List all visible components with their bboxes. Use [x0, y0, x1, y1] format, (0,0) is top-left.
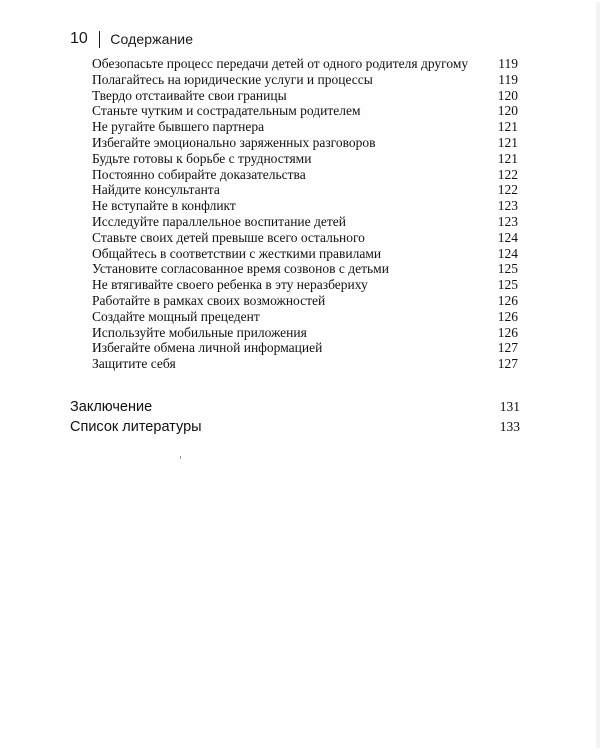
toc-entry-title: Не ругайте бывшего партнера — [92, 119, 265, 135]
speck-mark — [180, 456, 181, 459]
toc-entry-title: Избегайте обмена личной информацией — [92, 340, 323, 356]
toc-entry-title: Общайтесь в соответствии с жесткими правилами — [92, 245, 382, 261]
toc-entry-title: Защитите себя — [92, 356, 176, 372]
section-title: Содержание — [110, 31, 194, 47]
header-divider — [99, 31, 101, 48]
toc-entry-page: 123 — [497, 198, 518, 214]
toc-entry-page: 122 — [497, 166, 518, 182]
toc-entry-page: 126 — [497, 324, 518, 340]
page-edge-shadow — [596, 2, 600, 748]
chapter-entry-bibliography — [70, 417, 520, 437]
toc-entry-title: Используйте мобильные приложения — [92, 324, 307, 340]
toc-entry-title: Полагайтесь на юридические услуги и процессы — [92, 71, 373, 87]
toc-entry-title: Станьте чутким и сострадательным родителем — [92, 103, 361, 119]
toc-entry-title: Ставьте своих детей превыше всего остального — [92, 229, 365, 245]
toc-entry-page: 121 — [497, 134, 518, 150]
toc-entry — [92, 167, 518, 183]
toc-entry-title: Исследуйте параллельное воспитание детей — [92, 213, 346, 229]
toc-entry — [92, 72, 518, 88]
toc-entry-title: Не вступайте в конфликт — [92, 198, 236, 214]
toc-entry — [92, 198, 518, 214]
toc-entry-page: 125 — [497, 261, 518, 277]
toc-entry — [92, 214, 518, 230]
toc-entry — [92, 151, 518, 167]
toc-entry-title: Твердо отстаивайте свои границы — [92, 87, 287, 103]
toc-entry — [92, 325, 518, 341]
toc-entry-page: 121 — [497, 150, 518, 166]
toc-entry-title: Не втягивайте своего ребенка в эту неразбериху — [92, 277, 368, 293]
toc-entry-title: Установите согласованное время созвонов с детьми — [92, 261, 389, 277]
toc-entry-page: 119 — [498, 71, 518, 87]
chapter-page: 131 — [499, 399, 520, 414]
toc-entry — [92, 309, 518, 325]
toc-entry-page: 120 — [497, 87, 518, 103]
chapter-page: 133 — [499, 419, 520, 434]
toc-entry-title: Постоянно собирайте доказательства — [92, 166, 306, 182]
toc-entry-page: 120 — [497, 103, 518, 119]
toc-entry-page: 127 — [497, 356, 518, 372]
toc-entry — [92, 88, 518, 104]
toc-entry — [92, 246, 518, 262]
toc-entry — [92, 261, 518, 277]
toc-entry — [92, 119, 518, 135]
toc-entry-title: Работайте в рамках своих возможностей — [92, 292, 326, 308]
toc-entry-title: Будьте готовы к борьбе с трудностями — [92, 150, 312, 166]
toc-entry-page: 126 — [497, 292, 518, 308]
toc-entry — [92, 277, 518, 293]
toc-entry-page: 122 — [497, 182, 518, 198]
toc-entry — [92, 356, 518, 372]
toc-entry — [92, 103, 518, 119]
chapter-title: Заключение — [70, 399, 153, 415]
toc-entry-title: Найдите консультанта — [92, 182, 220, 198]
toc-list — [92, 56, 518, 372]
toc-entry — [92, 135, 518, 151]
page-number: 10 — [70, 30, 88, 47]
toc-entry-title: Избегайте эмоционально заряженных разговоров — [92, 134, 376, 150]
toc-entry-title: Обезопасьте процесс передачи детей от одного родителя другому — [92, 56, 469, 71]
toc-entry-page: 124 — [497, 229, 518, 245]
toc-entry-page: 127 — [497, 340, 518, 356]
toc-entry — [92, 230, 518, 246]
toc-entry-page: 125 — [497, 277, 518, 293]
toc-entry-page: 123 — [497, 213, 518, 229]
chapter-list — [70, 397, 520, 437]
chapter-title: Список литературы — [70, 419, 202, 435]
toc-entry-page: 119 — [498, 56, 518, 71]
toc-entry — [92, 182, 518, 198]
toc-entry-page: 124 — [497, 245, 518, 261]
toc-entry — [92, 293, 518, 309]
toc-entry-page: 121 — [497, 119, 518, 135]
page-header — [70, 30, 193, 48]
toc-entry-page: 126 — [497, 308, 518, 324]
toc-entry — [92, 56, 518, 72]
toc-entry — [92, 340, 518, 356]
chapter-entry-conclusion — [70, 397, 520, 417]
toc-entry-title: Создайте мощный прецедент — [92, 308, 260, 324]
